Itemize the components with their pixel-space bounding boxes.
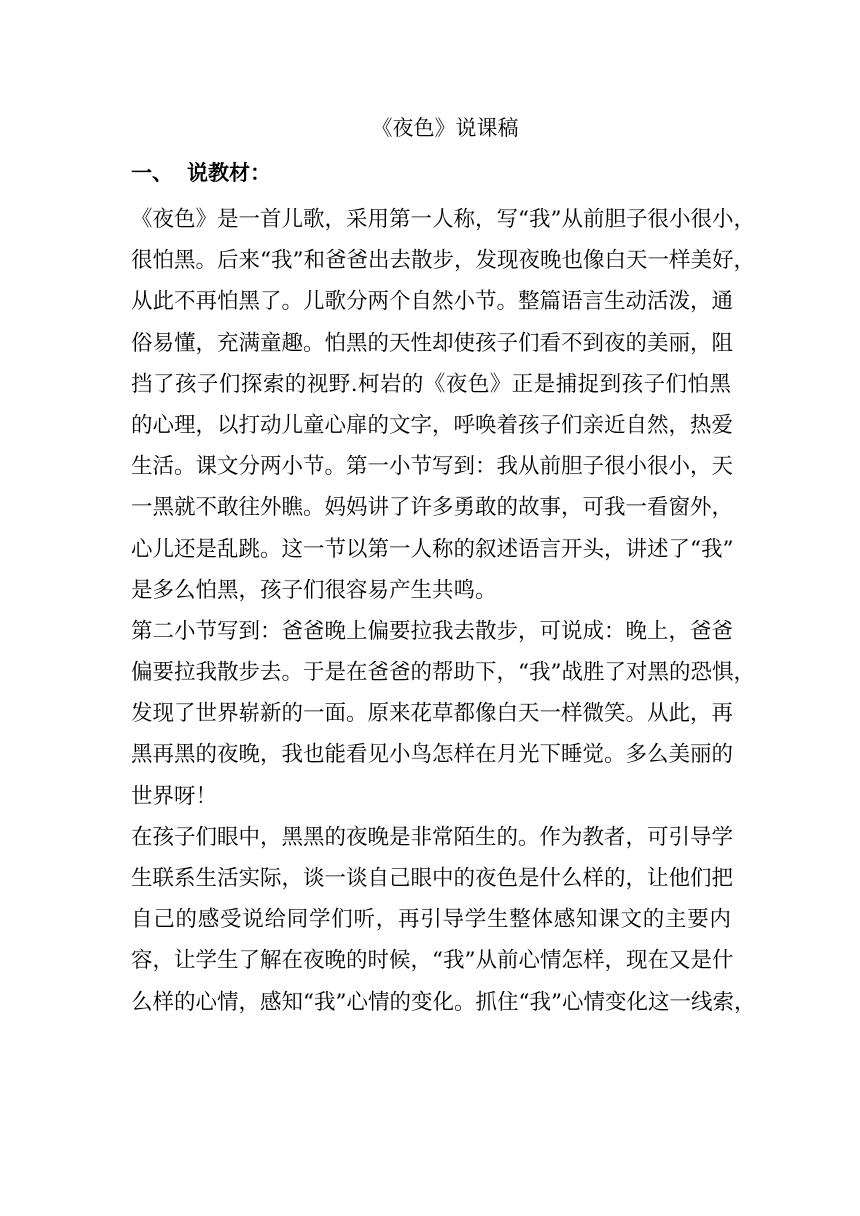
text-line: 很怕黑。后来“我”和爸爸出去散步，发现夜晚也像白天一样美好， xyxy=(131,248,755,274)
text-line: 的心理，以打动儿童心扉的文字，呼唤着孩子们亲近自然，热爱 xyxy=(131,412,734,438)
text-line: 从此不再怕黑了。儿歌分两个自然小节。整篇语言生动活泼，通 xyxy=(131,289,734,315)
text-line: 俗易懂，充满童趣。怕黑的天性却使孩子们看不到夜的美丽，阻 xyxy=(131,330,734,356)
document-title: 《夜色》说课稿 xyxy=(371,116,519,140)
text-line: 挡了孩子们探索的视野.柯岩的《夜色》正是捕捉到孩子们怕黑 xyxy=(131,371,731,397)
body-text xyxy=(131,199,756,1023)
section-title: 说教材： xyxy=(187,160,271,185)
text-line: 第二小节写到：爸爸晚上偏要拉我去散步，可说成：晚上，爸爸 xyxy=(131,618,734,644)
section-number: 一、 xyxy=(131,160,173,185)
text-line: 么样的心情，感知“我”心情的变化。抓住“我”心情变化这一线索， xyxy=(131,989,756,1015)
text-line: 生联系生活实际，谈一谈自己眼中的夜色是什么样的，让他们把 xyxy=(131,866,734,891)
text-line: 发现了世界崭新的一面。原来花草都像白天一样微笑。从此，再 xyxy=(131,701,734,727)
text-line: 偏要拉我散步去。于是在爸爸的帮助下，“我”战胜了对黑的恐惧， xyxy=(131,660,755,686)
paragraph xyxy=(131,199,755,611)
text-line: 《夜色》是一首儿歌，采用第一人称，写“我”从前胆子很小很小， xyxy=(131,207,755,232)
text-line: 自己的感受说给同学们听，再引导学生整体感知课文的主要内 xyxy=(131,907,731,933)
paragraph xyxy=(131,611,755,817)
text-line: 世界呀！ xyxy=(131,783,218,809)
section-heading xyxy=(131,158,271,188)
text-line: 黑再黑的夜晚，我也能看见小鸟怎样在月光下睡觉。多么美丽的 xyxy=(131,742,734,768)
text-line: 是多么怕黑，孩子们很容易产生共鸣。 xyxy=(131,577,497,603)
text-line: 容，让学生了解在夜晚的时候，“我”从前心情怎样，现在又是什 xyxy=(131,948,734,974)
text-line: 在孩子们眼中，黑黑的夜晚是非常陌生的。作为教者，可引导学 xyxy=(131,824,734,850)
text-line: 一黑就不敢往外瞧。妈妈讲了许多勇敢的故事，可我一看窗外， xyxy=(131,495,734,521)
paragraph xyxy=(131,817,756,1023)
text-line: 心儿还是乱跳。这一节以第一人称的叙述语言开头，讲述了“我” xyxy=(131,536,734,562)
text-line: 生活。课文分两小节。第一小节写到：我从前胆子很小很小，天 xyxy=(131,454,734,480)
